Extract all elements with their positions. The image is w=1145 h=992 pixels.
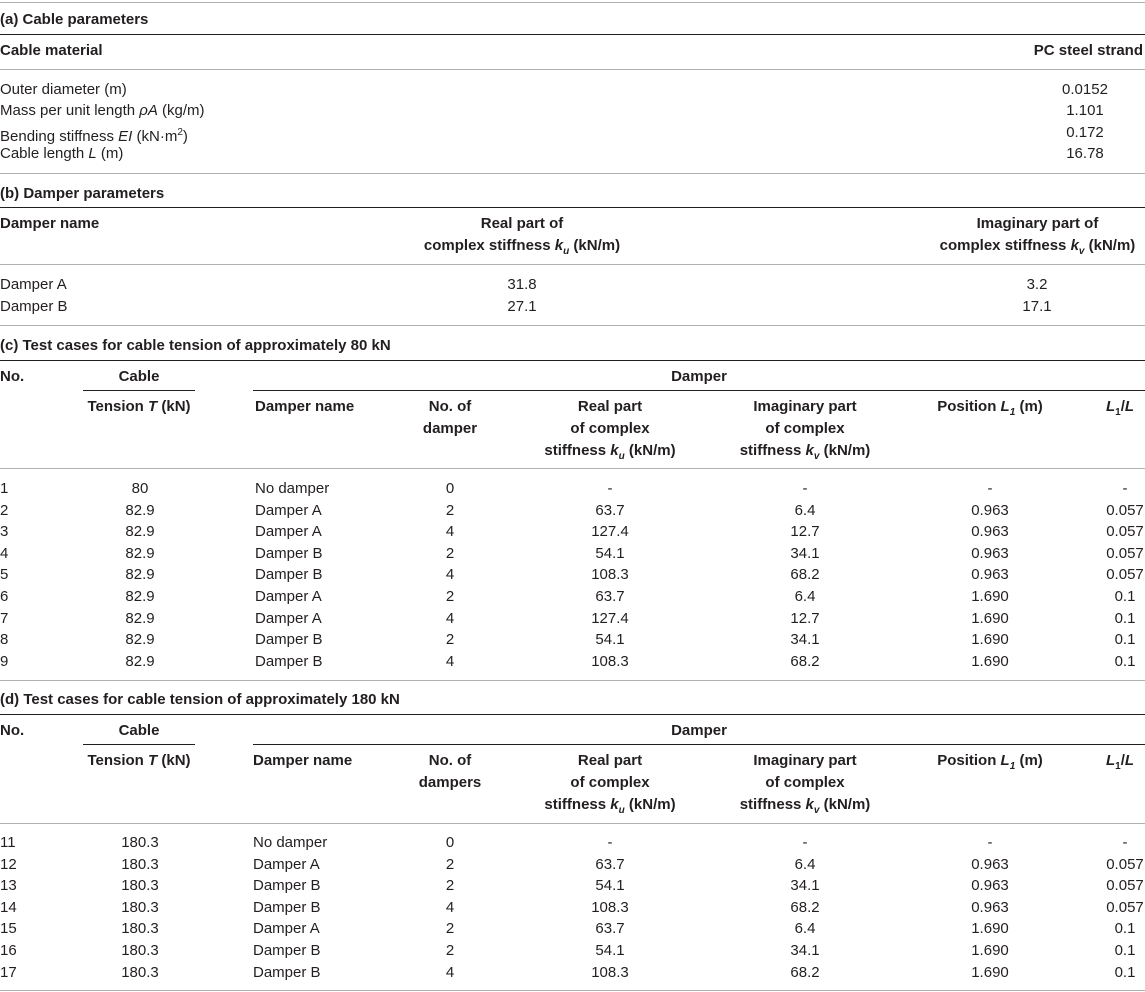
- table-cell: 54.1: [595, 877, 625, 895]
- table-cell: No damper: [255, 480, 330, 497]
- col-header-damper-name: Damper name: [253, 752, 353, 769]
- table-cell: 180.3: [121, 942, 159, 959]
- table-cell: 82.9: [125, 631, 155, 649]
- rule: [83, 390, 195, 391]
- rule: [253, 744, 1145, 745]
- table-cell: 31.8: [507, 276, 537, 293]
- table-cell: Damper B: [255, 544, 323, 562]
- table-cell: 17.1: [1022, 297, 1052, 315]
- col-header-cable: Cable: [118, 722, 160, 739]
- table-cell: 0.963: [971, 501, 1009, 519]
- table-cell: 0.057: [1106, 566, 1144, 584]
- section-title-c: (c) Test cases for cable tension of approximately 80 kN: [0, 337, 391, 354]
- table-cell: Damper A: [253, 920, 320, 938]
- rule: [83, 744, 195, 745]
- table-cell: Damper B: [0, 297, 68, 315]
- table-cell: Damper B: [253, 963, 321, 981]
- table-cell: -: [802, 480, 808, 497]
- rule: [0, 173, 1145, 174]
- table-cell: 34.1: [790, 877, 820, 895]
- rule: [0, 207, 1145, 208]
- section-title-a: (a) Cable parameters: [0, 11, 149, 28]
- table-cell: 34.1: [790, 544, 820, 562]
- table-cell: 4: [445, 963, 455, 981]
- table-cell: 6.4: [794, 855, 816, 873]
- col-header-position: Position $L_1$ (m): [937, 752, 1043, 772]
- table-cell: 3.2: [1026, 276, 1048, 293]
- col-header-damper-name: Damper name: [0, 215, 100, 232]
- table-cell: 34.1: [790, 631, 820, 649]
- table-cell: 1.690: [971, 942, 1009, 959]
- table-cell: 0.963: [971, 855, 1009, 873]
- table-cell: 12.7: [790, 523, 820, 541]
- table-cell: 12: [0, 855, 17, 873]
- table-cell: 180.3: [121, 898, 159, 916]
- col-header-material: Cable material: [0, 42, 103, 59]
- rule: [253, 390, 1145, 391]
- col-header-damper: Damper: [671, 368, 727, 385]
- table-cell: 0.057: [1106, 501, 1144, 519]
- table-cell: -: [802, 834, 808, 851]
- table-cell: No damper: [253, 834, 328, 851]
- table-cell: 6.4: [794, 501, 816, 519]
- table-cell: 14: [0, 898, 17, 916]
- table-cell: 6.4: [794, 588, 816, 605]
- param-label: Outer diameter (m): [0, 81, 127, 98]
- param-label: Bending stiffness EI $(kN\cdot m^2)$: [0, 127, 188, 145]
- table-cell: 0.1: [1114, 942, 1136, 959]
- table-cell: 82.9: [125, 588, 155, 605]
- rule: [0, 34, 1145, 35]
- table-cell: 68.2: [790, 566, 820, 584]
- table-cell: -: [1122, 480, 1128, 497]
- table-cell: 0.1: [1114, 588, 1136, 605]
- table-cell: 180.3: [121, 855, 159, 873]
- table-cell: 6.4: [794, 920, 816, 938]
- param-label: Cable length L (m): [0, 145, 124, 162]
- table-cell: 11: [0, 834, 16, 851]
- col-header-damper: Damper: [671, 722, 727, 739]
- table-cell: 0.1: [1114, 920, 1136, 938]
- table-cell: 63.7: [595, 501, 625, 519]
- col-header-imag-part: Imaginary part of complex stiffness $k_v$ (kN/m): [939, 215, 1136, 257]
- rule: [0, 990, 1145, 991]
- section-title-d: (d) Test cases for cable tension of approximately 180 kN: [0, 691, 400, 708]
- table-cell: 1.690: [971, 652, 1009, 670]
- table-cell: 54.1: [595, 631, 625, 649]
- col-header-damper-count: No. of damper: [422, 398, 478, 437]
- col-header-damper-name: Damper name: [255, 398, 355, 415]
- table-cell: 0.057: [1106, 898, 1144, 916]
- table-cell: Damper A: [255, 588, 322, 605]
- table-cell: Damper B: [253, 877, 321, 895]
- table-cell: 2: [445, 855, 455, 873]
- table-cell: 0: [445, 480, 455, 497]
- table-cell: 68.2: [790, 963, 820, 981]
- table-cell: 68.2: [790, 898, 820, 916]
- table-cell: 1.690: [971, 588, 1009, 605]
- table-cell: 4: [445, 652, 455, 670]
- table-cell: 82.9: [125, 609, 155, 627]
- table-cell: 80: [131, 480, 149, 497]
- table-cell: -: [1122, 834, 1128, 851]
- col-header-real-part: Real part of complex stiffness $k_u$ (kN/m): [544, 752, 676, 816]
- table-cell: 180.3: [121, 920, 159, 938]
- table-cell: -: [987, 834, 993, 851]
- table-cell: 82.9: [125, 523, 155, 541]
- table-cell: 16: [0, 942, 17, 959]
- table-cell: 1.690: [971, 963, 1009, 981]
- rule: [0, 680, 1145, 681]
- col-header-imag-part: Imaginary part of complex stiffness $k_v$ (kN/m): [739, 398, 871, 462]
- rule: [0, 823, 1145, 824]
- table-cell: 2: [445, 942, 455, 959]
- table-cell: 0.963: [971, 898, 1009, 916]
- table-cell: 2: [445, 920, 455, 938]
- table-cell: 0: [445, 834, 455, 851]
- table-cell: 1.690: [971, 920, 1009, 938]
- col-header-ratio: $L_1/L$: [1105, 752, 1135, 772]
- table-cell: 7: [0, 609, 9, 627]
- table-cell: 108.3: [591, 898, 629, 916]
- table-cell: -: [987, 480, 993, 497]
- table-cell: 0.057: [1106, 523, 1144, 541]
- table-cell: 13: [0, 877, 17, 895]
- table-cell: 27.1: [507, 297, 537, 315]
- rule: [0, 468, 1145, 469]
- table-cell: 0.963: [971, 544, 1009, 562]
- table-cell: 180.3: [121, 877, 159, 895]
- col-header-imag-part: Imaginary part of complex stiffness $k_v$ (kN/m): [739, 752, 871, 816]
- table-cell: 0.057: [1106, 877, 1144, 895]
- col-header-real-part: Real part of complex stiffness $k_u$ (kN/m): [423, 215, 621, 257]
- table-cell: 6: [0, 588, 9, 605]
- col-header-tension: Tension T (kN): [87, 398, 191, 415]
- table-cell: 68.2: [790, 652, 820, 670]
- table-cell: 54.1: [595, 942, 625, 959]
- table-cell: 108.3: [591, 566, 629, 584]
- table-cell: 8: [0, 631, 9, 649]
- table-cell: Damper B: [255, 652, 323, 670]
- table-cell: -: [607, 480, 613, 497]
- table-cell: 0.057: [1106, 544, 1144, 562]
- table-cell: 108.3: [591, 652, 629, 670]
- table-cell: 2: [445, 588, 455, 605]
- param-value: 0.172: [1066, 124, 1104, 141]
- table-cell: 0.1: [1114, 631, 1136, 649]
- table-cell: 63.7: [595, 588, 625, 605]
- table-cell: 1: [0, 480, 9, 497]
- rule: [0, 325, 1145, 326]
- table-cell: Damper B: [255, 631, 323, 649]
- col-header-damper-count: No. of dampers: [418, 752, 482, 791]
- table-cell: 9: [0, 652, 9, 670]
- table-cell: Damper B: [253, 942, 321, 959]
- table-cell: 63.7: [595, 855, 625, 873]
- col-header-tension: Tension T (kN): [87, 752, 191, 769]
- table-cell: 3: [0, 523, 9, 541]
- table-cell: 82.9: [125, 501, 155, 519]
- table-cell: 4: [445, 523, 455, 541]
- table-cell: 5: [0, 566, 9, 584]
- col-header-ratio: $L_1/L$: [1105, 398, 1135, 418]
- rule: [0, 2, 1145, 3]
- col-header-cable: Cable: [118, 368, 160, 385]
- table-cell: 0.963: [971, 566, 1009, 584]
- table-cell: Damper A: [253, 855, 320, 873]
- table-cell: -: [607, 834, 613, 851]
- table-cell: 0.963: [971, 877, 1009, 895]
- table-cell: 2: [445, 544, 455, 562]
- table-cell: Damper B: [253, 898, 321, 916]
- table-cell: 4: [445, 566, 455, 584]
- table-cell: 1.690: [971, 631, 1009, 649]
- table-cell: 127.4: [591, 523, 629, 541]
- table-cell: 82.9: [125, 544, 155, 562]
- table-cell: 63.7: [595, 920, 625, 938]
- section-title-b: (b) Damper parameters: [0, 185, 165, 202]
- table-cell: 0.963: [971, 523, 1009, 541]
- table-cell: 1.690: [971, 609, 1009, 627]
- rule: [0, 360, 1145, 361]
- table-cell: 4: [0, 544, 9, 562]
- table-cell: 34.1: [790, 942, 820, 959]
- table-cell: Damper A: [0, 276, 67, 293]
- table-cell: 0.057: [1106, 855, 1144, 873]
- param-value: 1.101: [1066, 102, 1104, 119]
- table-cell: Damper A: [255, 501, 322, 519]
- table-cell: 180.3: [121, 963, 159, 981]
- col-header-no: No.: [0, 368, 25, 385]
- table-cell: 2: [445, 501, 455, 519]
- table-cell: 82.9: [125, 652, 155, 670]
- param-value: 16.78: [1066, 145, 1104, 162]
- param-value: 0.0152: [1062, 81, 1108, 98]
- table-cell: 4: [445, 898, 455, 916]
- rule: [0, 69, 1145, 70]
- table-cell: 108.3: [591, 963, 629, 981]
- param-label: Mass per unit length ρA (kg/m): [0, 102, 205, 119]
- table-cell: 180.3: [121, 834, 159, 851]
- table-cell: 0.1: [1114, 652, 1136, 670]
- table-cell: 2: [445, 631, 455, 649]
- col-header-value: PC steel strand: [1033, 42, 1143, 59]
- table-cell: Damper A: [255, 523, 322, 541]
- rule: [0, 264, 1145, 265]
- table-cell: Damper A: [255, 609, 322, 627]
- table-cell: 54.1: [595, 544, 625, 562]
- table-cell: 0.1: [1114, 609, 1136, 627]
- table-cell: 4: [445, 609, 455, 627]
- col-header-real-part: Real part of complex stiffness $k_u$ (kN/m): [544, 398, 676, 462]
- table-cell: 12.7: [790, 609, 820, 627]
- table-cell: 0.1: [1114, 963, 1136, 981]
- table-cell: 82.9: [125, 566, 155, 584]
- rule: [0, 714, 1145, 715]
- col-header-no: No.: [0, 722, 25, 739]
- col-header-position: Position $L_1$ (m): [937, 398, 1043, 418]
- table-cell: 17: [0, 963, 17, 981]
- table-cell: 15: [0, 920, 17, 938]
- table-cell: 2: [0, 501, 9, 519]
- table-cell: 2: [445, 877, 455, 895]
- table-cell: 127.4: [591, 609, 629, 627]
- table-cell: Damper B: [255, 566, 323, 584]
